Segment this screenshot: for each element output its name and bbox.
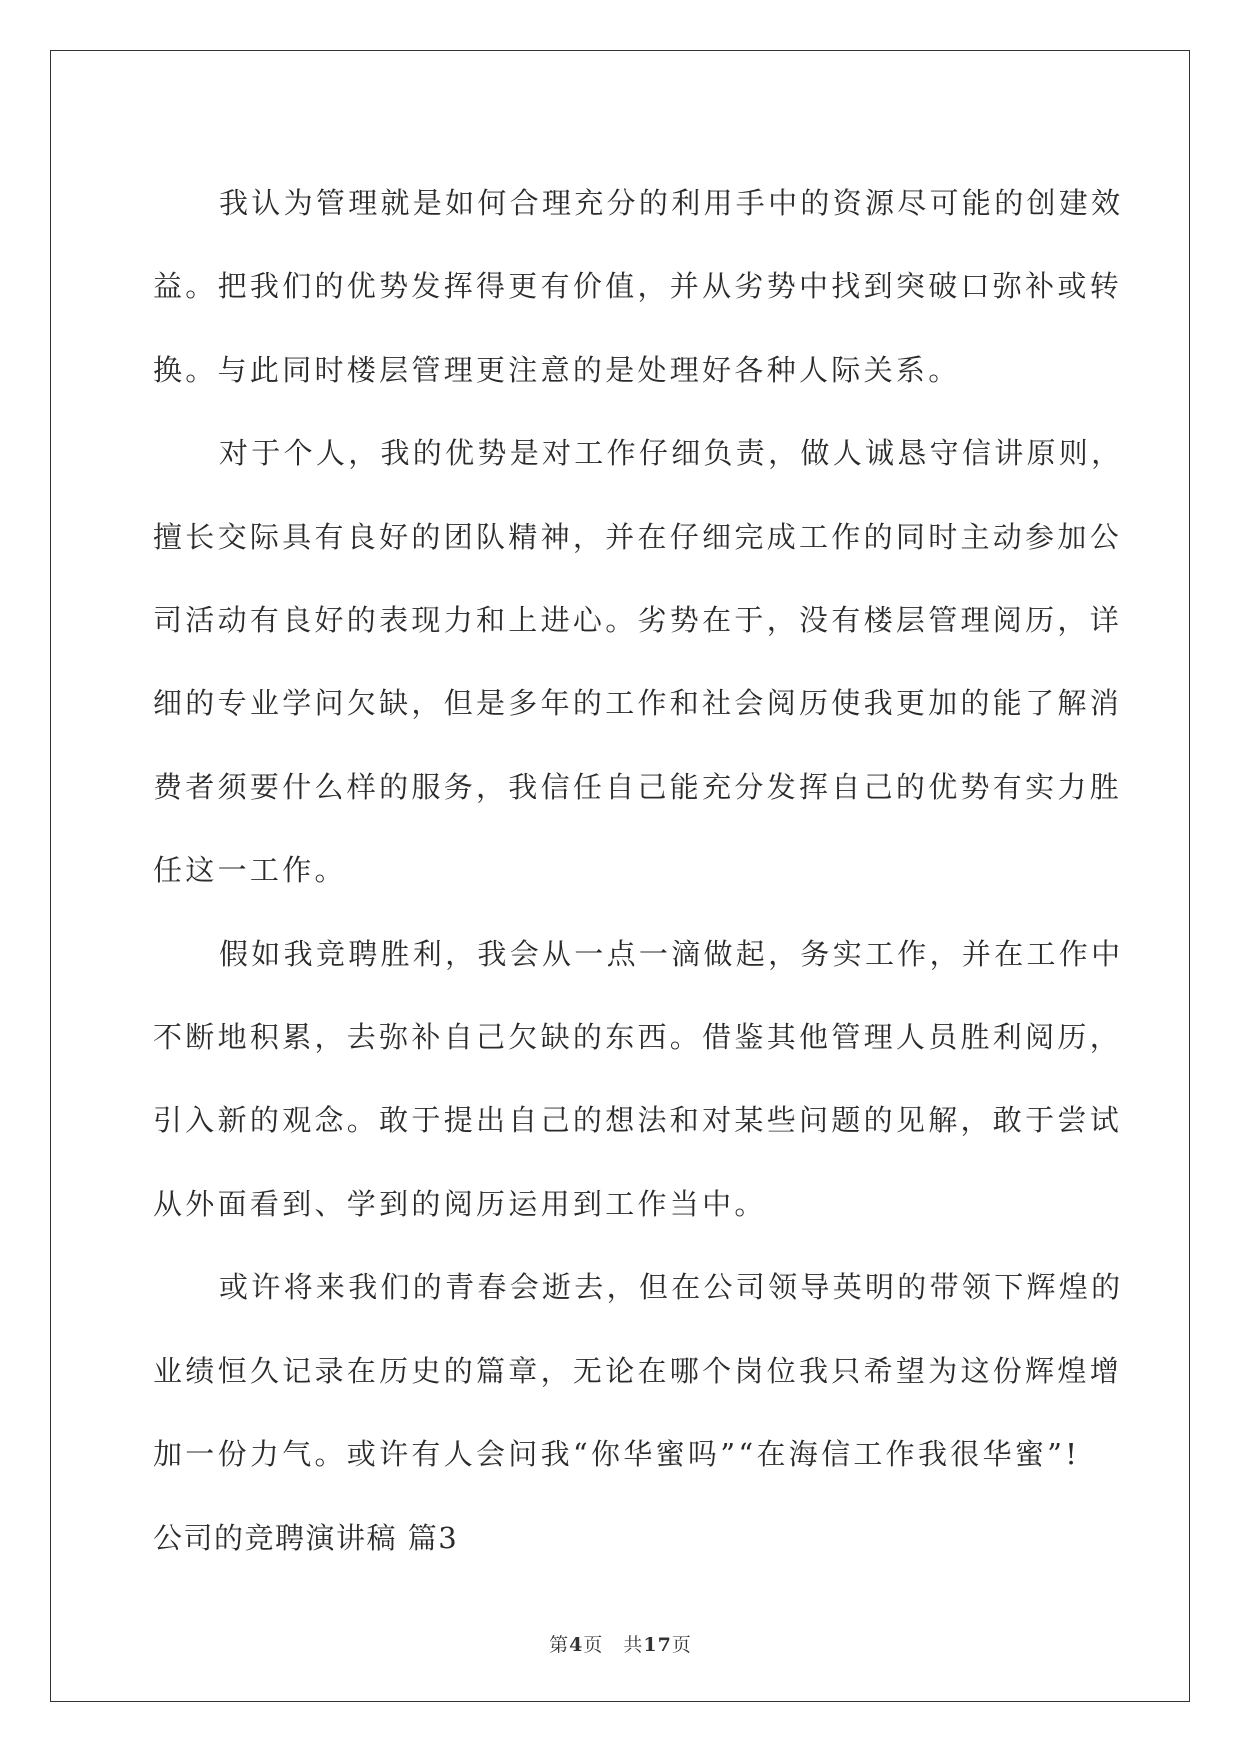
- text-line: 擅长交际具有良好的团队精神，并在仔细完成工作的同时主动参加公: [153, 519, 1123, 554]
- text-line: 不断地积累，去弥补自己欠缺的东西。借鉴其他管理人员胜利阅历，: [153, 1020, 1123, 1055]
- text-line: 加一份力气。或许有人会问我“你华蜜吗”“在海信工作我很华蜜”!: [153, 1437, 1081, 1472]
- document-body: [153, 162, 1124, 1580]
- text-line: 对于个人，我的优势是对工作仔细负责，做人诚恳守信讲原则，: [219, 436, 1124, 471]
- page-footer: [0, 1630, 1241, 1657]
- section-heading: 公司的竞聘演讲稿 篇3: [153, 1520, 459, 1555]
- total-page-count: 17: [643, 1634, 672, 1656]
- text-line: 业绩恒久记录在历史的篇章，无论在哪个岗位我只希望为这份辉煌增: [153, 1353, 1123, 1388]
- footer-suffix: 页: [671, 1634, 692, 1656]
- text-line: 细的专业学问欠缺，但是多年的工作和社会阅历使我更加的能了解消: [153, 686, 1123, 721]
- text-line: 换。与此同时楼层管理更注意的是处理好各种人际关系。: [153, 352, 961, 387]
- text-line: 费者须要什么样的服务，我信任自己能充分发挥自己的优势有实力胜: [153, 769, 1123, 804]
- text-line: 从外面看到、学到的阅历运用到工作当中。: [153, 1186, 767, 1221]
- text-line: 任这一工作。: [153, 853, 347, 888]
- text-line: 假如我竞聘胜利，我会从一点一滴做起，务实工作，并在工作中: [219, 936, 1124, 971]
- text-line: 我认为管理就是如何合理充分的利用手中的资源尽可能的创建效: [219, 186, 1124, 220]
- footer-middle: 页 共: [583, 1634, 644, 1656]
- footer-prefix: 第: [549, 1634, 570, 1656]
- paragraph-2: [153, 412, 1124, 912]
- paragraph-1: [153, 162, 1124, 412]
- text-line: 或许将来我们的青春会逝去，但在公司领导英明的带领下辉煌的: [219, 1270, 1124, 1305]
- paragraph-3: [153, 913, 1124, 1247]
- current-page-number: 4: [569, 1634, 584, 1656]
- text-line: 司活动有良好的表现力和上进心。劣势在于，没有楼层管理阅历，详: [153, 603, 1123, 638]
- text-line: 引入新的观念。敢于提出自己的想法和对某些问题的见解，敢于尝试: [153, 1103, 1123, 1138]
- paragraph-4: [153, 1246, 1124, 1496]
- text-line: 益。把我们的优势发挥得更有价值，并从劣势中找到突破口弥补或转: [153, 269, 1123, 304]
